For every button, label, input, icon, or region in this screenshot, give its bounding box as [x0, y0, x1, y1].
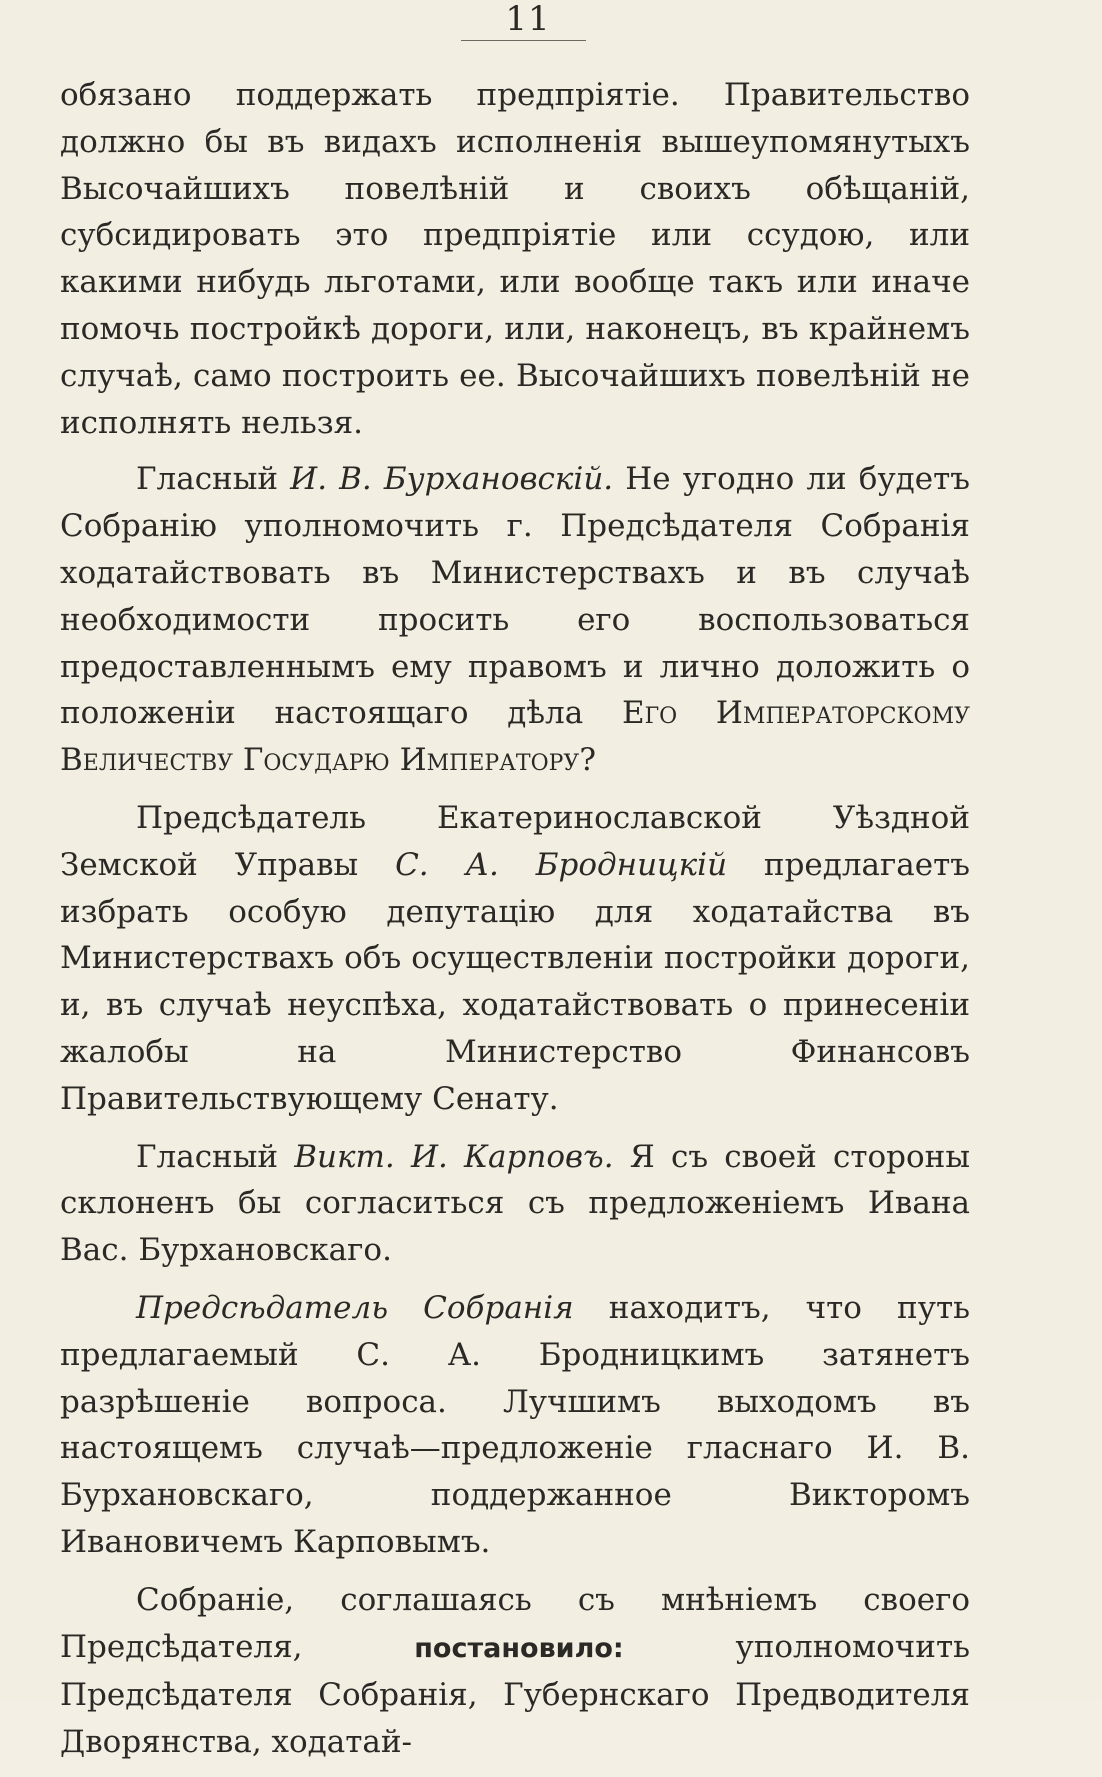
paragraph-text: Не угодно ли будетъ Собранію уполномочить г. Предсѣдателя Собранія ходатайствовать въ Министерствахъ и въ случаѣ необходимости просить его воспользоваться предоставленнымъ ему правомъ и лично доложить о положеніи настоящаго дѣла [60, 461, 970, 732]
speaker-name: И. В. Бурхановскій. [290, 461, 614, 498]
paragraph-resolution [60, 1577, 970, 1766]
header-rule [461, 40, 586, 41]
prefix-text: Предсѣдатель Екатеринославской Уѣздной Земской Управы [60, 799, 970, 883]
prefix-text: Гласный [136, 461, 291, 498]
paragraph-text: Собраніе, соглашаясь съ мнѣніемъ своего Предсѣдателя, [60, 1581, 970, 1665]
resolution-keyword: постановило: [414, 1632, 624, 1664]
speaker-name: С. А. Бродницкій [395, 846, 728, 883]
imperial-title: Его Императорскому Величеству Государю Императору [60, 695, 970, 779]
paragraph-text-end: ? [579, 742, 596, 779]
speaker-name: Предсѣдатель Собранія [136, 1289, 574, 1326]
paragraph-continuation: обязано поддержать предпріятіе. Правительство должно бы въ видахъ исполненія вышеупомянутыхъ Высочайшихъ повелѣній и своихъ обѣщаній, субсидировать это предпріятіе или ссудою, или какими нибудь льготами, или вообще такъ или иначе помочь постройкѣ дороги, или, наконецъ, въ крайнемъ случаѣ, само построить ее. Высочайшихъ повелѣній не исполнять нельзя. [60, 77, 970, 441]
speaker-name: Викт. И. Карповъ. [294, 1138, 614, 1175]
page-number: 11 [505, 0, 551, 39]
page-body [60, 72, 970, 1777]
paragraph-brodnitsky [60, 795, 970, 1123]
prefix-text: Гласный [136, 1138, 295, 1175]
paragraph-chairman [60, 1285, 970, 1566]
paragraph-text: Я съ своей стороны склоненъ бы согласиться съ предложеніемъ Ивана Вас. Бурхановскаго. [60, 1138, 971, 1269]
paragraph-burkhanovsky [60, 456, 970, 784]
paragraph-karpov [60, 1134, 970, 1274]
paragraph-text: находитъ, что путь предлагаемый С. А. Бродницкимъ затянетъ разрѣшеніе вопроса. Лучшимъ выходомъ въ настоящемъ случаѣ—предложеніе гласнаго И. В. Бурхановскаго, поддержанное Викторомъ Ивановичемъ Карповымъ. [60, 1289, 970, 1560]
paragraph-text: предлагаетъ избрать особую депутацію для ходатайства въ Министерствахъ объ осуществленіи постройки дороги, и, въ случаѣ неуспѣха, ходатайствовать о принесеніи жалобы на Министерство Финансовъ Правительствующему Сенату. [60, 846, 970, 1117]
paragraph-text-end: уполномочить Предсѣдателя Собранія, Губернскаго Предводителя Дворянства, ходатай- [60, 1628, 970, 1761]
